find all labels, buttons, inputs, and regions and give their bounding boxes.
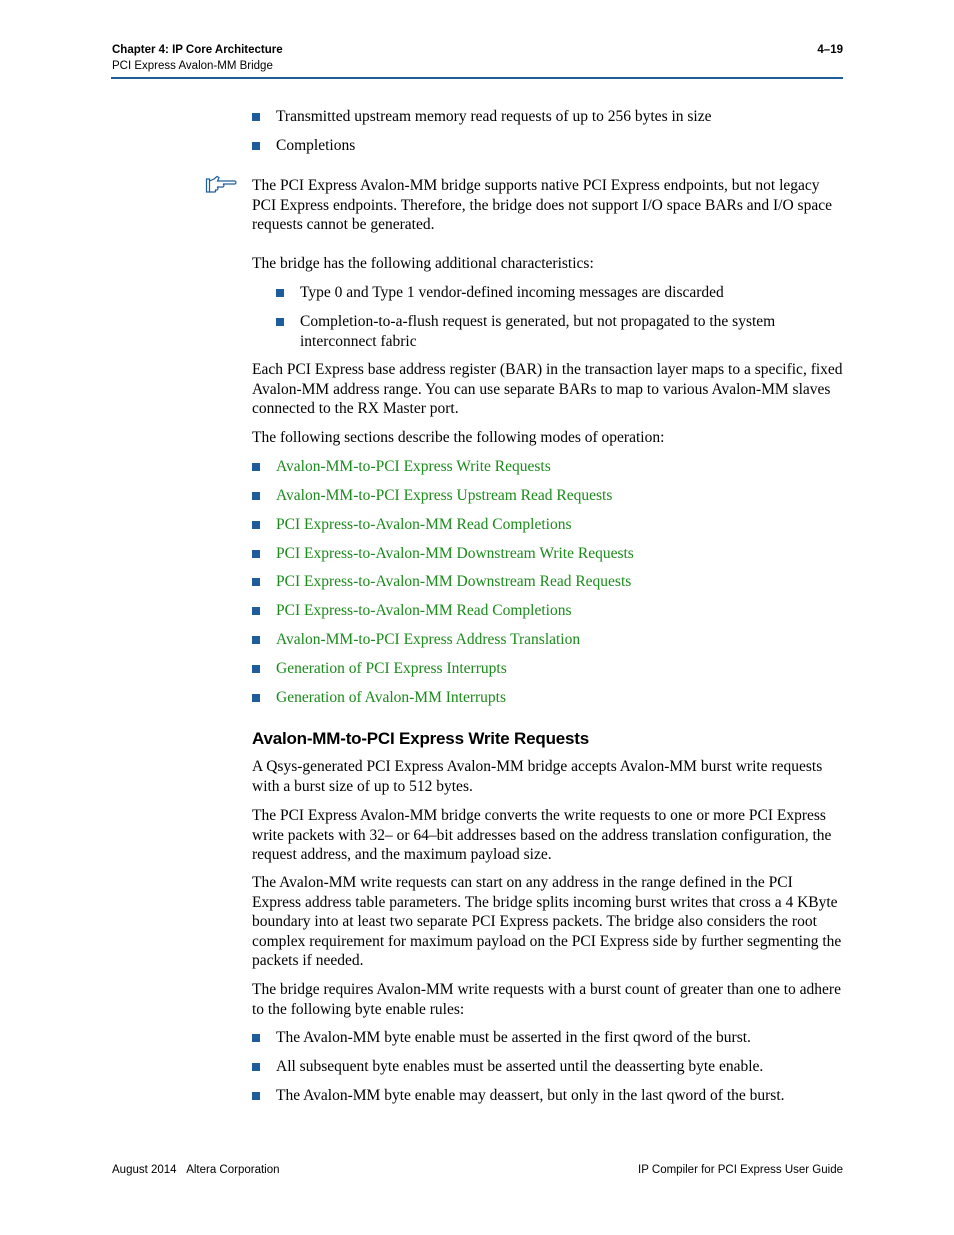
bullet-square-icon	[252, 607, 260, 615]
bullet-square-icon	[252, 113, 260, 121]
bullet-square-icon	[252, 578, 260, 586]
section-link[interactable]: Generation of PCI Express Interrupts	[276, 660, 507, 677]
footer-date: August 2014	[112, 1164, 177, 1176]
footer-guide-title: IP Compiler for PCI Express User Guide	[638, 1164, 843, 1176]
bullet-square-icon	[252, 142, 260, 150]
section-heading: Avalon-MM-to-PCI Express Write Requests	[252, 729, 589, 748]
paragraph: The Avalon-MM write requests can start on any address in the range defined in the PCI Express address table parameters. The bridge splits incoming burst writes that cross a 4 KByte boundary into at least two separate PCI Express packets. The bridge also considers the root complex requirement for maximum payload on the PCI Express side by further segmenting the packets if needed.	[252, 874, 842, 970]
paragraph: Each PCI Express base address register (BAR) in the transaction layer maps to a specific, fixed Avalon-MM address range. You can use separate BARs to map to various Avalon-MM slaves connected to the RX Master port.	[252, 361, 843, 418]
paragraph: The bridge requires Avalon-MM write requests with a burst count of greater than one to adhere to the following byte enable rules:	[252, 981, 841, 1018]
section-link[interactable]: Avalon-MM-to-PCI Express Address Translation	[276, 631, 581, 648]
bullet-square-icon	[252, 521, 260, 529]
bullet-square-icon	[252, 550, 260, 558]
header-rule	[111, 77, 843, 79]
list-item-text: Completion-to-a-flush request is generated, but not propagated to the system interconnect fabric	[300, 313, 776, 350]
bullet-square-icon	[276, 318, 284, 326]
section-link[interactable]: PCI Express-to-Avalon-MM Read Completions	[276, 602, 572, 619]
section-title: PCI Express Avalon-MM Bridge	[112, 60, 273, 72]
list-item-text: All subsequent byte enables must be asserted until the deasserting byte enable.	[276, 1058, 764, 1075]
bullet-square-icon	[252, 463, 260, 471]
list-item-text: The Avalon-MM byte enable must be asserted in the first qword of the burst.	[276, 1029, 751, 1046]
section-link[interactable]: Generation of Avalon-MM Interrupts	[276, 689, 507, 706]
page-number: 4–19	[817, 44, 843, 56]
note-text: The PCI Express Avalon-MM bridge supports native PCI Express endpoints, but not legacy PCI Express endpoints. Therefore, the bridge does not support I/O space BARs and I/O space requests cannot be generated.	[252, 177, 832, 234]
list-item-text: Completions	[276, 137, 356, 154]
chapter-title: Chapter 4: IP Core Architecture	[112, 44, 283, 56]
paragraph: A Qsys-generated PCI Express Avalon-MM bridge accepts Avalon-MM burst write requests with a burst size of up to 512 bytes.	[252, 758, 823, 795]
section-link[interactable]: Avalon-MM-to-PCI Express Upstream Read Requests	[276, 487, 613, 504]
bullet-square-icon	[252, 1063, 260, 1071]
page-footer	[112, 1162, 843, 1178]
bullet-square-icon	[252, 1034, 260, 1042]
paragraph: The PCI Express Avalon-MM bridge converts the write requests to one or more PCI Express write packets with 32– or 64–bit addresses based on the address translation configuration, the request address, and the maximum payload size.	[252, 807, 832, 864]
footer-company: Altera Corporation	[186, 1164, 280, 1176]
section-link[interactable]: Avalon-MM-to-PCI Express Write Requests	[276, 458, 551, 475]
paragraph: The following sections describe the following modes of operation:	[252, 429, 665, 446]
section-link[interactable]: PCI Express-to-Avalon-MM Downstream Write Requests	[276, 545, 634, 562]
list-item-text: Transmitted upstream memory read requests of up to 256 bytes in size	[276, 108, 712, 125]
bullet-square-icon	[252, 665, 260, 673]
section-link[interactable]: PCI Express-to-Avalon-MM Read Completions	[276, 516, 572, 533]
bullet-square-icon	[252, 694, 260, 702]
section-link[interactable]: PCI Express-to-Avalon-MM Downstream Read Requests	[276, 573, 632, 590]
page-header	[112, 42, 843, 74]
paragraph: The bridge has the following additional characteristics:	[252, 255, 594, 272]
list-item-text: The Avalon-MM byte enable may deassert, but only in the last qword of the burst.	[276, 1087, 785, 1104]
pointing-hand-icon	[205, 175, 239, 195]
bullet-square-icon	[252, 492, 260, 500]
bullet-square-icon	[276, 289, 284, 297]
list-item-text: Type 0 and Type 1 vendor-defined incoming messages are discarded	[300, 284, 724, 301]
bullet-square-icon	[252, 636, 260, 644]
bullet-square-icon	[252, 1092, 260, 1100]
